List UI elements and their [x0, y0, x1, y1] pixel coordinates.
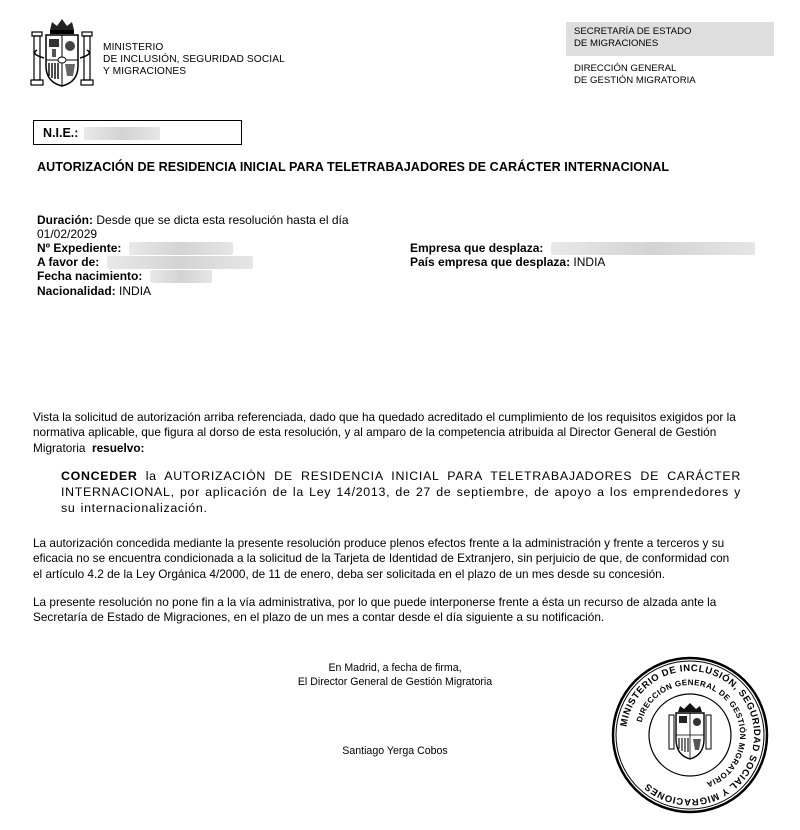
empresa-field — [410, 241, 755, 255]
place-date: En Madrid, a fecha de firma, — [328, 662, 462, 674]
efectos-paragraph — [33, 536, 761, 582]
vista-line-3 — [33, 441, 761, 456]
grant-text: la AUTORIZACIÓN DE RESIDENCIA INICIAL PARA TELETRABAJADORES DE CARÁCTER INTERNACIONAL, por aplicación de la Ley 14/2013, de 27 de septiembre, de apoyo a los emprendedores y su internacionalización. — [61, 469, 741, 515]
expediente-field — [37, 241, 233, 255]
fecha-nacimiento-label: Fecha nacimiento: — [37, 269, 143, 283]
signatory-name: Santiago Yerga Cobos — [342, 745, 448, 757]
vista-line-2: normativa aplicable, que figura al dorso de esta resolución, y al amparo de la competencia atribuida al Director General de Gestión — [33, 425, 717, 440]
fecha-nacimiento-field — [37, 269, 212, 283]
nacionalidad-label: Nacionalidad: — [37, 284, 116, 298]
signatory-role: El Director General de Gestión Migratoria — [297, 676, 493, 688]
official-stamp — [610, 655, 770, 815]
nacionalidad-field — [37, 284, 151, 298]
recurso-line-1: La presente resolución no pone fin a la vía administrativa, por lo que puede interponerse frente a ésta un recurso de alzada ante la — [33, 595, 717, 609]
coat-of-arms-logo — [28, 16, 96, 90]
grant-paragraph — [61, 468, 741, 516]
duracion-date: 01/02/2029 — [37, 227, 98, 241]
stamp-inner-text: DIRECCIÓN GENERAL DE GESTIÓN MIGRATORIA — [634, 677, 748, 790]
ministry-line-3: Y MIGRACIONES — [103, 66, 187, 77]
recurso-line-2: Secretaría de Estado de Migraciones, en el plazo de un mes a contar desde el día siguiente a su notificación. — [33, 610, 605, 625]
nacionalidad-value: INDIA — [119, 284, 152, 298]
document-title: AUTORIZACIÓN DE RESIDENCIA INICIAL PARA TELETRABAJADORES DE CARÁCTER INTERNACIONAL — [37, 160, 670, 174]
direccion-line-2: DE GESTIÓN MIGRATORIA — [574, 75, 696, 86]
conceder-label: CONCEDER — [61, 469, 138, 483]
a-favor-label: A favor de: — [37, 255, 100, 269]
redacted-name — [107, 256, 253, 269]
duracion-label: Duración: — [37, 213, 94, 227]
secretaria-line-2: DE MIGRACIONES — [574, 38, 659, 49]
vista-line-1: Vista la solicitud de autorización arriba referenciada, dado que ha quedado acreditado el cumplimiento de los requisitos exigidos por la — [33, 410, 736, 424]
secretaria-header-box — [566, 22, 774, 56]
vista-line-3-text: Migratoria — [33, 440, 86, 455]
redacted-expediente — [129, 242, 233, 255]
a-favor-field — [37, 255, 253, 269]
nie-box — [33, 120, 242, 145]
secretaria-line-1: SECRETARÍA DE ESTADO — [574, 26, 692, 37]
signature-block — [270, 661, 520, 689]
efectos-line-1: La autorización concedida mediante la presente resolución produce plenos efectos frente a la administración y frente a terceros y su — [33, 536, 725, 550]
resuelvo-label: resuelvo: — [92, 440, 145, 455]
ministry-name — [103, 42, 285, 78]
empresa-label: Empresa que desplaza: — [410, 241, 544, 255]
direccion-general-header — [574, 63, 696, 87]
recurso-paragraph — [33, 595, 761, 626]
efectos-line-3: el artículo 4.2 de la Ley Orgánica 4/2000, de 11 de enero, deba ser solicitada en el plazo de un mes desde su concesión. — [33, 566, 665, 581]
stamp-emblem-icon — [669, 703, 711, 759]
direccion-line-1: DIRECCIÓN GENERAL — [574, 63, 677, 74]
duracion-field — [37, 213, 349, 227]
pais-empresa-value: INDIA — [573, 255, 606, 269]
redacted-empresa — [551, 242, 755, 255]
efectos-line-2: eficacia no se encuentra condicionada a la solicitud de la Tarjeta de Identidad de Extranjero, sin perjuicio de que, de conformidad con — [33, 551, 730, 566]
stamp-ring-text: MINISTERIO DE INCLUSIÓN, SEGURIDAD SOCIAL Y MIGRACIONES — [618, 662, 763, 808]
pais-empresa-label: País empresa que desplaza: — [410, 255, 571, 269]
ministry-line-1: MINISTERIO — [103, 42, 164, 53]
duracion-value: Desde que se dicta esta resolución hasta el día — [96, 213, 349, 227]
nie-label: N.I.E.: — [43, 126, 79, 140]
vista-paragraph — [33, 410, 761, 456]
expediente-label: Nº Expediente: — [37, 241, 122, 255]
ministry-line-2: DE INCLUSIÓN, SEGURIDAD SOCIAL — [103, 54, 285, 65]
redacted-birthdate — [150, 270, 212, 283]
pais-empresa-field — [410, 255, 605, 269]
redacted-nie — [84, 127, 160, 140]
